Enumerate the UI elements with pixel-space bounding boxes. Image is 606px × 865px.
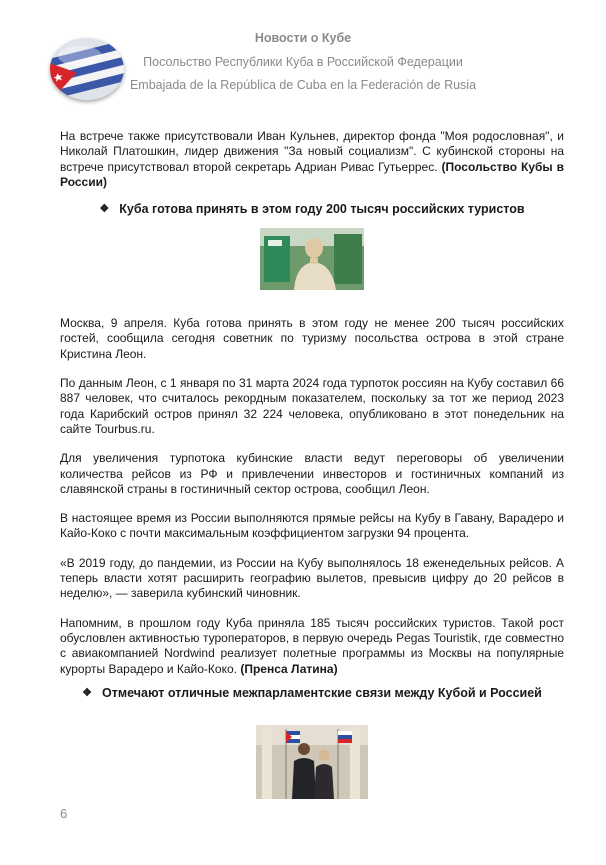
intro-text: На встрече также присутствовали Иван Кульнев, директор фонда "Моя родословная", и Николай Платошкин, лидер движения "За новый социализм". С кубинской стороны на встрече присутствовал второй секретарь Адриан Ривас Гутьеррес. (60, 129, 564, 174)
article1-source: (Пренса Латина) (240, 661, 338, 676)
article2-heading (60, 685, 564, 703)
intro-source: (Посольство Кубы в России) (60, 159, 564, 189)
article1-paragraph-4: В настоящее время из России выполняются прямые рейсы на Кубу в Гавану, Варадеро и Кайо-Коко с почти максимальным коэффициентом загрузки 94 процента. (60, 511, 564, 541)
intro-paragraph (60, 129, 564, 190)
article1-heading (60, 200, 564, 218)
article1-paragraph-3: Для увеличения турпотока кубинские власти ведут переговоры об увеличении количества рейсов из РФ и привлечении инвесторов и гостиничных компаний из славянской страны в гостиничный сектор острова, сообщил Леон. (60, 451, 564, 496)
article1-paragraph-6 (60, 616, 564, 677)
article1-paragraph-6-text: Напомним, в прошлом году Куба приняла 185 тысяч российских туристов. Такой рост обусловлен активностью туроператоров, в первую очередь Pegas Touristik, где совместно с авиакомпанией Nordwind реализует полетные программы из Москвы на популярные курорты Варадеро и Кайо-Коко. (60, 615, 564, 676)
article1-paragraph-1: Москва, 9 апреля. Куба готова принять в этом году не менее 200 тысяч российских гостей, сообщила сегодня советник по туризму посольства острова в этой стране Кристина Леон. (60, 316, 564, 361)
tourism-advisor-photo (260, 228, 364, 290)
diamond-bullet-icon: ❖ (82, 687, 92, 700)
article1-heading-text: Куба готова принять в этом году 200 тысяч российских туристов (119, 201, 525, 216)
article1-paragraph-2: По данным Леон, с 1 января по 31 марта 2024 года турпоток россиян на Кубу составил 66 887 человек, что считалось рекордным показателем, поскольку за тот же период 2023 года Карибский остров принял 32 224 человека, опубликовано в этот понедельник на сайте Tourbus.ru. (60, 376, 564, 436)
header-title: Новости о Кубе (254, 31, 352, 45)
diamond-bullet-icon: ❖ (99, 202, 110, 215)
page-content (60, 129, 564, 799)
header-embassy-es: Embajada de la República de Cuba en la Federación de Rusia (129, 78, 477, 92)
article2-heading-text: Отмечают отличные межпарламентские связи между Кубой и Россией (102, 686, 542, 701)
article1-paragraph-5: «В 2019 году, до пандемии, из России на Кубу выполнялось 18 еженедельных рейсов. А теперь власти хотят расширить географию вылетов, превысив цифру до 20 рейсов в неделю», — заверила кубинский чиновник. (60, 555, 564, 601)
page-number: 6 (60, 806, 68, 821)
header-embassy-ru: Посольство Республики Куба в Российской Федерации (143, 55, 463, 69)
page-header (0, 0, 606, 110)
parliament-meeting-photo (256, 725, 368, 799)
